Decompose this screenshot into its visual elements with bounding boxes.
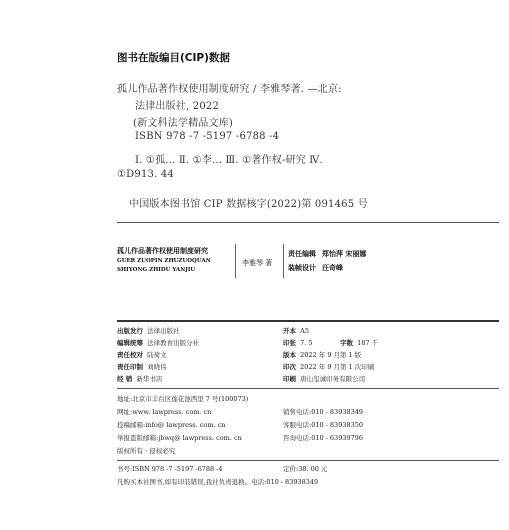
format: A5 bbox=[300, 327, 309, 335]
cip-publisher-line: 法律出版社, 2022 bbox=[135, 101, 220, 112]
divider bbox=[117, 222, 499, 223]
report-email: 举报盗版邮箱:jbwq@ lawpress. com. cn bbox=[117, 434, 242, 442]
words-label: 字数 bbox=[340, 339, 353, 347]
print-label: 责任印制 bbox=[117, 363, 143, 371]
consult-phone: 咨询电话:010 - 63939796 bbox=[283, 434, 364, 442]
printer-label: 印刷 bbox=[283, 375, 296, 383]
footer-isbn: 书号:ISBN 978 -7 -5197 -6788 -4 bbox=[117, 465, 223, 473]
publisher: 法律出版社 bbox=[147, 327, 180, 335]
design-label: 装帧设计 bbox=[288, 263, 316, 272]
cip-classification-line: Ⅰ. ①孤… Ⅱ. ①李… Ⅲ. ①著作权-研究 Ⅳ. bbox=[135, 155, 323, 166]
printer: 唐山玺诚印务有限公司 bbox=[300, 375, 366, 383]
edition-label: 版本 bbox=[283, 351, 296, 359]
editor-names: 郑怡萍 宋丽娜 bbox=[322, 249, 367, 258]
vertical-rule bbox=[283, 244, 284, 278]
distributor: 法律教育出版分社 bbox=[147, 339, 200, 347]
sheets: 7. 5 bbox=[300, 339, 313, 347]
print-manager: 刘晓伟 bbox=[147, 363, 167, 371]
cip-classification-code: ①D913. 44 bbox=[117, 169, 174, 180]
publisher-label: 出版发行 bbox=[117, 327, 143, 335]
vertical-rule bbox=[235, 244, 236, 278]
cip-title-line: 孤儿作品著作权使用制度研究 / 李雅琴著. —北京: bbox=[117, 84, 342, 95]
proof-label: 责任校对 bbox=[117, 351, 143, 359]
edition: 2022 年 9 月第 1 版 bbox=[300, 351, 362, 359]
author: 李雅琴 著 bbox=[242, 259, 273, 267]
editor-label: 责任编辑 bbox=[288, 249, 316, 258]
footer-price: 定价:38. 00 元 bbox=[283, 465, 328, 473]
service-phone: 客服电话:010 - 83938350 bbox=[283, 421, 364, 429]
impression-label: 印次 bbox=[283, 363, 296, 371]
divider bbox=[117, 320, 499, 322]
sales-channel: 新华书店 bbox=[136, 375, 163, 383]
address: 地址:北京市丰台区莲花池西里 7 号(100073) bbox=[117, 395, 249, 403]
cip-record-number: 中国版本图书馆 CIP 数据核字(2022)第 091465 号 bbox=[129, 199, 368, 210]
sales-label: 经 销 bbox=[117, 375, 133, 383]
impression: 2022 年 9 月第 1 次印刷 bbox=[300, 363, 375, 371]
cip-isbn-line: ISBN 978 -7 -5197 -6788 -4 bbox=[135, 131, 280, 142]
rights-notice: 版权所有 · 侵权必究 bbox=[117, 447, 176, 455]
book-title: 孤儿作品著作权使用制度研究 bbox=[117, 246, 208, 255]
distributor-label: 编辑统筹 bbox=[117, 339, 143, 347]
website: 网址:www. lawpress. com. cn bbox=[117, 408, 212, 416]
divider bbox=[117, 460, 499, 461]
sheets-label: 印张 bbox=[283, 339, 296, 347]
design-name: 汪奇峰 bbox=[322, 263, 343, 272]
footer-notice: 凡购买本社图书,如有印装错误,我社负责退换。电话:010 - 83938349 bbox=[117, 478, 319, 486]
book-title-pinyin-2: SHIYONG ZHIDU YANJIU bbox=[117, 267, 196, 273]
sales-phone: 销售电话:010 - 83938349 bbox=[283, 408, 364, 416]
words: 187 千 bbox=[357, 339, 379, 347]
cip-heading: 图书在版编目(CIP)数据 bbox=[117, 52, 230, 64]
divider bbox=[117, 388, 499, 389]
format-label: 开本 bbox=[283, 327, 296, 335]
cip-series-line: (新文科法学精品文库) bbox=[133, 118, 234, 129]
proofreader: 陆荷文 bbox=[147, 351, 167, 359]
book-title-pinyin-1: GUER ZUOPIN ZHUZUOQUAN bbox=[117, 258, 211, 264]
submission-email: 投稿邮箱:info@ lawpress. com. cn bbox=[117, 421, 226, 429]
